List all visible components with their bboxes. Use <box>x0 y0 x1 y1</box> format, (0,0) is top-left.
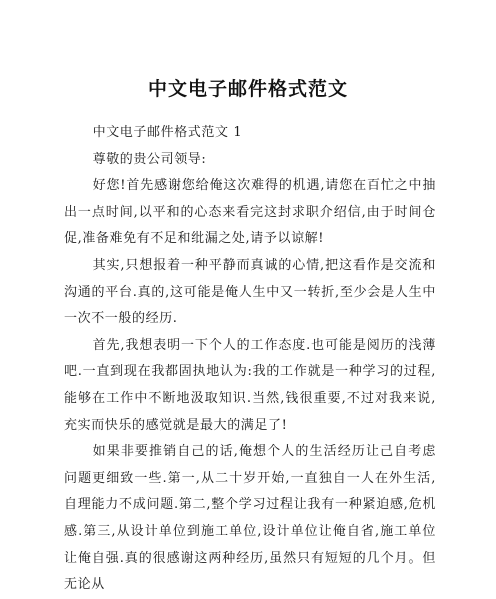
document-body <box>64 120 436 599</box>
paragraph-4: 如果非要推销自己的话,俺想个人的生活经历让己自考虑问题更细致一些.第一,从二十岁开始,一直独自一人在外生活,自理能力不成问题.第二,整个学习过程让我有一种紧迫感,危机感.第三,从设计单位到施工单位,设计单位让俺自省,施工单位让俺自强.真的很感谢这两种经历,虽然只有短短的几个月。但无论从 <box>64 444 436 593</box>
paragraph-2: 其实,只想报着一种平静而真诚的心情,把这看作是交流和沟通的平台.真的,这可能是俺人生中又一转折,至少会是人生中一次不一般的经历. <box>64 257 436 327</box>
paragraph-1: 好您!首先感谢您给俺这次难得的机遇,请您在百忙之中抽出一点时间,以平和的心态来看完这封求职介绍信,由于时间仓促,准备难免有不足和纰漏之处,请予以谅解! <box>64 178 436 247</box>
document-title: 中文电子邮件格式范文 <box>147 78 348 100</box>
document-subtitle: 中文电子邮件格式范文 1 <box>92 125 243 140</box>
salutation: 尊敬的贵公司领导: <box>92 151 207 167</box>
paragraph-3: 首先,我想表明一下个人的工作态度.也可能是阅历的浅薄吧.一直到现在我都固执地认为:我的工作就是一种学习的过程,能够在工作中不断地汲取知识.当然,钱很重要,不过对我来说,充实而快乐的感觉就是最大的满足了! <box>64 337 436 433</box>
